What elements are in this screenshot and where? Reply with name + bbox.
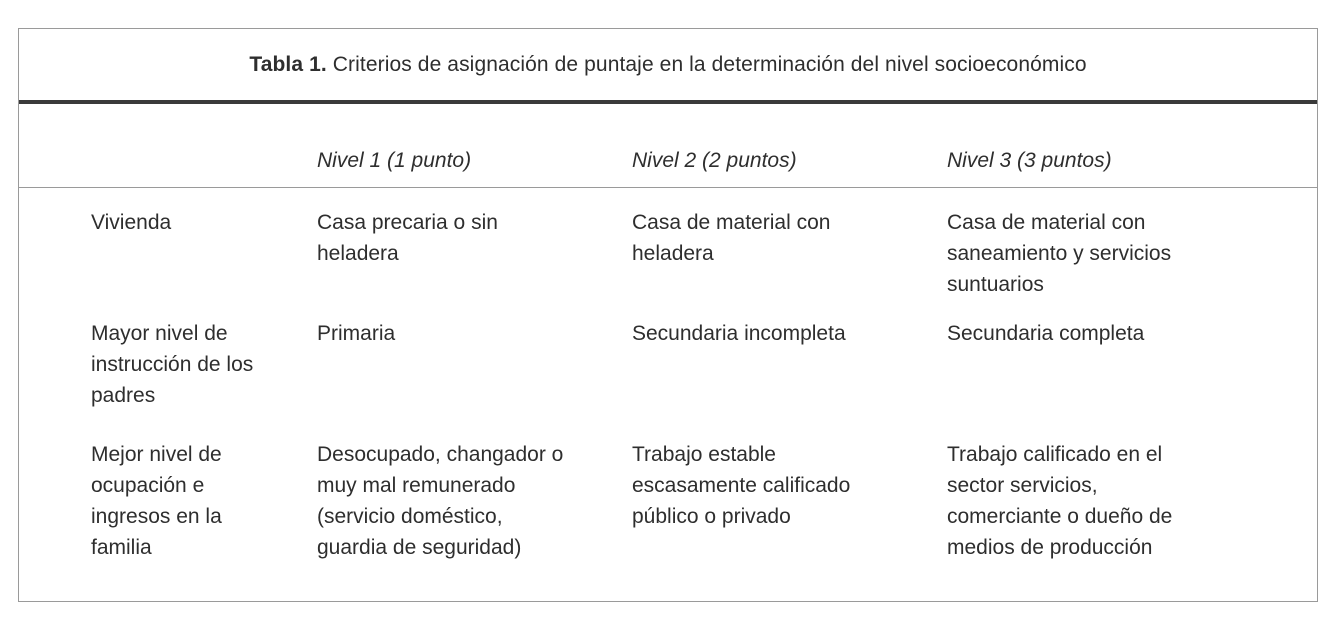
row-vivienda-nivel-2: Casa de material con heladera <box>632 211 831 265</box>
row-vivienda-nivel-3: Casa de material con saneamiento y servicios suntuarios <box>947 211 1172 296</box>
table-1 <box>18 28 1318 602</box>
row-instruccion-nivel-1: Primaria <box>317 322 396 345</box>
row-instruccion-nivel-3: Secundaria completa <box>947 322 1145 345</box>
header-nivel-1: Nivel 1 (1 punto) <box>317 149 472 172</box>
header-nivel-3: Nivel 3 (3 puntos) <box>947 149 1112 172</box>
row-ocupacion-nivel-1: Desocupado, changador o muy mal remunerado (servicio doméstico, guardia de seguridad) <box>317 443 564 559</box>
table-caption <box>19 29 1317 101</box>
header-nivel-2: Nivel 2 (2 puntos) <box>632 149 797 172</box>
table-caption-text: Criterios de asignación de puntaje en la determinación del nivel socioeconómico <box>332 53 1087 76</box>
row-instruccion-nivel-2: Secundaria incompleta <box>632 322 846 345</box>
row-ocupacion-nivel-3: Trabajo calificado en el sector servicios, comerciante o dueño de medios de producción <box>947 443 1173 559</box>
row-instruccion-criterion: Mayor nivel de instrucción de los padres <box>91 322 254 407</box>
row-vivienda-criterion: Vivienda <box>91 211 172 234</box>
row-ocupacion-criterion: Mejor nivel de ocupación e ingresos en la familia <box>91 443 222 559</box>
row-vivienda-nivel-1: Casa precaria o sin heladera <box>317 211 498 265</box>
row-ocupacion-nivel-2: Trabajo estable escasamente calificado público o privado <box>632 443 851 528</box>
header-divider <box>19 187 1317 188</box>
table-caption-label: Tabla 1. <box>249 53 327 76</box>
caption-divider <box>19 100 1317 104</box>
